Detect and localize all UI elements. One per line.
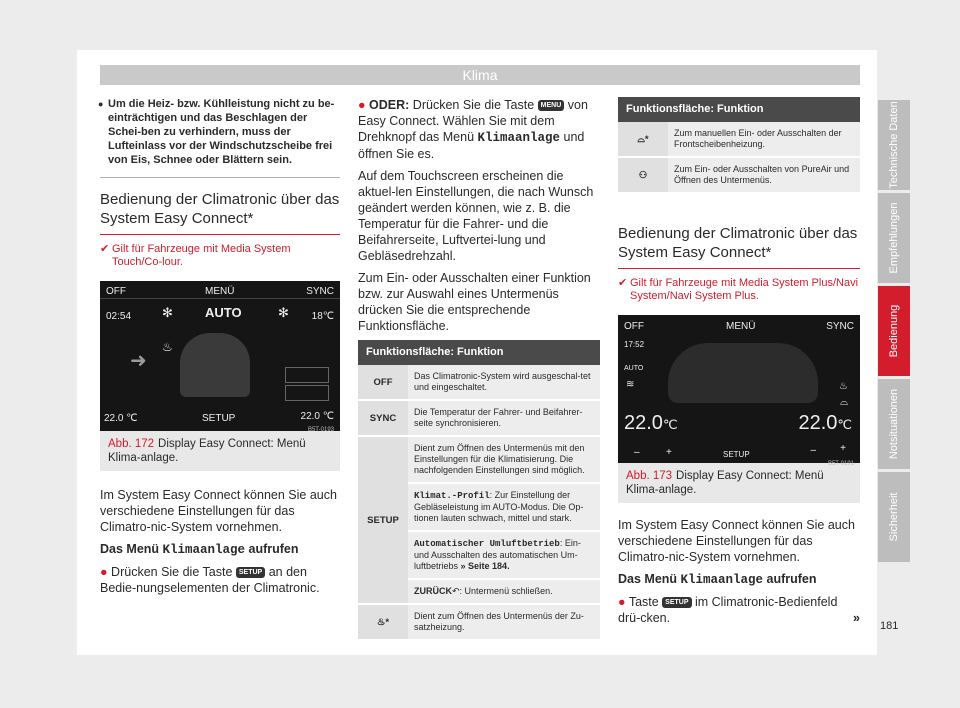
screen-off-label: OFF xyxy=(624,321,644,332)
column-left xyxy=(100,97,340,602)
divider xyxy=(100,177,340,178)
section-title: Klima xyxy=(462,67,498,83)
screen-sync-label: SYNC xyxy=(306,286,334,297)
screen-off-label: OFF xyxy=(106,286,126,297)
function-table xyxy=(358,340,600,641)
figure-code: B5T-0191 xyxy=(827,461,854,467)
table-row: Automatischer Umluftbetrieb: Ein- und Ausschalten des automatischen Um-luftbetriebs » Seite 184. xyxy=(358,531,600,579)
chapter-tabs xyxy=(878,100,910,565)
dashboard-illustration xyxy=(668,343,818,403)
menu-key-icon: MENU xyxy=(538,100,565,111)
heading-rule xyxy=(100,234,340,235)
minus-right-button: – xyxy=(810,445,816,456)
rear-heat-icon: ♨ xyxy=(162,340,173,354)
heading-rule xyxy=(618,268,860,269)
page-number: 181 xyxy=(880,620,899,632)
screen-temp-left: 22.0 ℃ xyxy=(104,413,138,424)
column-middle xyxy=(358,97,600,641)
tab-empfehlungen[interactable]: Empfehlungen xyxy=(878,193,910,283)
tab-bedienung[interactable]: Bedienung xyxy=(878,286,910,376)
screen-menu-label: MENÜ xyxy=(726,321,756,332)
screen-menu-label: MENÜ xyxy=(205,286,235,297)
back-icon: ↶ xyxy=(452,586,460,596)
pureair-icon: ⚇ xyxy=(638,169,648,181)
windshield-icon: ⌓ xyxy=(840,397,848,408)
bullet-instruction: ● Taste SETUP im Climatronic-Bedienfeld drü-cken. » xyxy=(618,595,860,625)
table-header: Funktionsfläche: Funktion xyxy=(618,97,860,122)
section-heading: Bedienung der Climatronic über das System Easy Connect* xyxy=(618,225,858,261)
applicability-note: ✔ Gilt für Fahrzeuge mit Media System Plus/Navi System/Navi System Plus. xyxy=(618,277,860,303)
plus-right-button: + xyxy=(840,443,846,454)
applicability-note: ✔ Gilt für Fahrzeuge mit Media System Touch/Co-lour. xyxy=(100,243,340,269)
figure-code: B5T-0193 xyxy=(307,427,334,433)
tab-notsituationen[interactable]: Notsituationen xyxy=(878,379,910,469)
screen-temp-right: 22.0℃ xyxy=(798,412,852,434)
plus-left-button: + xyxy=(666,447,672,458)
screen-time: 17:52 xyxy=(624,340,645,349)
continue-icon: » xyxy=(853,611,860,625)
table-row: ⚇ Zum Ein- oder Ausschalten von PureAir und Öffnen des Untermenüs. xyxy=(618,157,860,193)
bullet-instruction: ● Drücken Sie die Taste SETUP an den Bedie-nungselementen der Climatronic. xyxy=(100,565,320,595)
screen-temp-left: 22.0℃ xyxy=(624,412,678,434)
climate-screen-touch xyxy=(100,281,340,431)
table-row: SETUP Dient zum Öffnen des Untermenüs mit den Einstellungen für die Klimatisierung. Die nachfolgenden Einstellungen sind möglich. xyxy=(358,436,600,483)
table-row: ♨* Dient zum Öffnen des Untermenüs der Zu-satzheizung. xyxy=(358,604,600,640)
rear-heat-icon: ♨ xyxy=(839,381,848,392)
tab-technische-daten[interactable]: Technische Daten xyxy=(878,100,910,190)
subheading: Das Menü Klimaanlage aufrufen xyxy=(100,542,299,557)
table-row: ZURÜCK↶: Untermenü schließen. xyxy=(358,579,600,604)
table-row: ⌓* Zum manuellen Ein- oder Ausschalten der Frontscheibenheizung. xyxy=(618,122,860,157)
rear-heating-icon: ♨ xyxy=(376,616,386,628)
body-paragraph: Im System Easy Connect können Sie auch verschiedene Einstellungen für das Climatro-nic-System vornehmen. xyxy=(618,518,855,564)
table-row: OFF Das Climatronic-System wird ausgeschal-tet und eingeschaltet. xyxy=(358,365,600,400)
figure-caption: Abb. 173 Display Easy Connect: Menü Klima-anlage. xyxy=(618,463,860,503)
fan-icon: ✻ xyxy=(162,305,173,320)
section-header-bar xyxy=(100,65,860,85)
climate-screen-navi xyxy=(618,315,860,467)
screen-temp-right: 22.0 ℃ xyxy=(300,411,334,422)
heat-button xyxy=(285,367,329,383)
screen-setup: SETUP xyxy=(723,450,750,459)
fan-icon: ✻ xyxy=(278,305,289,320)
body-paragraph: Im System Easy Connect können Sie auch verschiedene Einstellungen für das Climatro-nic-System vornehmen. xyxy=(100,488,337,534)
body-paragraph: Auf dem Touchscreen erscheinen die aktuel-len Einstellungen, die nach Wunsch geändert werden können, wie z. B. die Temperatur für die Fahrer- und die Beifahrerseite, Luftvertei-lung und Gebläsedrehzahl. xyxy=(358,169,594,263)
screen-setup: SETUP xyxy=(202,413,236,424)
table-row: Klimat.-Profil: Zur Einstellung der Gebläseleistung im AUTO-Modus. Die Op-tionen lauten schwach, mittel und stark. xyxy=(358,483,600,531)
screen-time: 02:54 xyxy=(106,311,132,322)
figure-label: Abb. 172 xyxy=(108,438,155,450)
setup-key-icon: SETUP xyxy=(236,567,265,578)
screen-sync-label: SYNC xyxy=(826,321,854,332)
body-paragraph: Zum Ein- oder Ausschalten einer Funktion bzw. zur Auswahl eines Untermenüs drücken Sie die entsprechende Funktionsfläche. xyxy=(358,271,591,333)
section-heading: Bedienung der Climatronic über das System Easy Connect* xyxy=(100,191,340,227)
windshield-heat-icon: ⌓ xyxy=(637,133,645,145)
tab-sicherheit[interactable]: Sicherheit xyxy=(878,472,910,562)
air-button xyxy=(285,385,329,401)
airflow-icon: ≋ xyxy=(626,379,635,390)
subheading: Das Menü Klimaanlage aufrufen xyxy=(618,572,817,587)
function-table xyxy=(618,97,860,194)
screen-temp-top: 18℃ xyxy=(311,311,334,322)
setup-key-icon: SETUP xyxy=(662,597,691,608)
screen-auto: AUTO xyxy=(624,365,644,372)
figure-label: Abb. 173 xyxy=(626,470,673,482)
screen-auto: AUTO xyxy=(205,305,242,320)
table-row: SYNC Die Temperatur der Fahrer- und Beifahrer-seite synchronisieren. xyxy=(358,400,600,436)
warning-text: ● Um die Heiz- bzw. Kühlleistung nicht zu be-einträchtigen und das Beschlagen der Schei-ben zu verhindern, muss der Lufteinlass vor der Windschutzscheibe frei von Eis, Schnee oder Blättern sein. xyxy=(100,97,340,167)
column-right xyxy=(618,97,860,632)
figure-caption: Abb. 172 Display Easy Connect: Menü Klima-anlage. xyxy=(100,431,340,471)
airflow-arrow-icon: ➜ xyxy=(130,350,147,372)
seat-illustration xyxy=(180,333,250,397)
oder-paragraph: ● ODER: Drücken Sie die Taste MENU von Easy Connect. Wählen Sie mit dem Drehknopf das Menü Klimaanlage und öffnen Sie es. xyxy=(358,98,588,161)
table-header: Funktionsfläche: Funktion xyxy=(358,340,600,365)
minus-left-button: – xyxy=(634,447,640,458)
